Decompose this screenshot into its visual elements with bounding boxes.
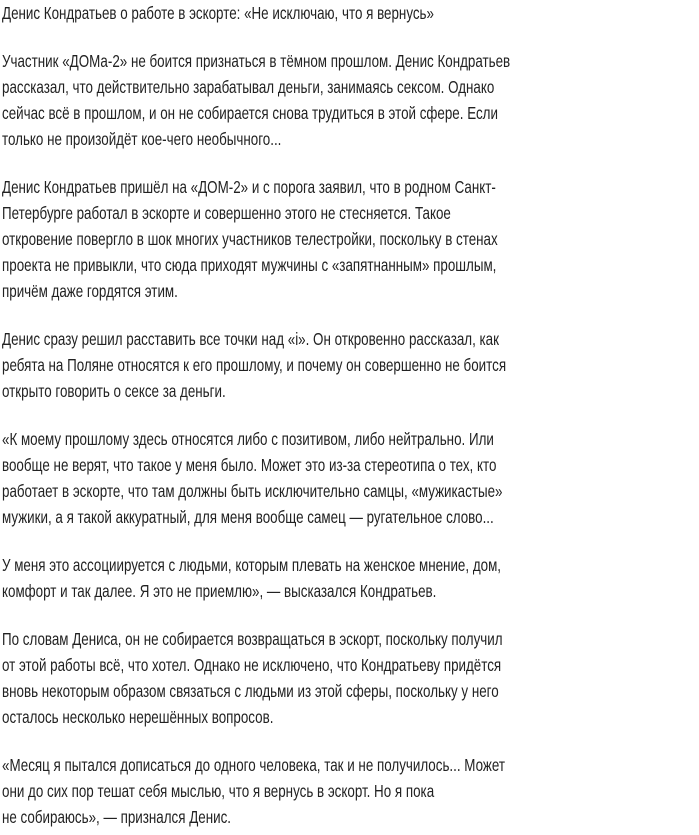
paragraph-line: У меня это ассоциируется с людьми, которым плевать на женское мнение, дом, <box>2 555 502 575</box>
paragraph-line: «К моему прошлому здесь относятся либо с позитивом, либо нейтрально. Или <box>2 429 494 449</box>
paragraph-line: Денис сразу решил расставить все точки над «i». Он откровенно рассказал, как <box>2 329 499 349</box>
paragraph-quote-1 <box>2 426 691 530</box>
paragraph-6 <box>2 626 691 730</box>
paragraph-intro <box>2 48 691 152</box>
paragraph-line: Участник «ДОМа-2» не боится признаться в тёмном прошлом. Денис Кондратьев <box>2 51 511 71</box>
paragraph-line: работает в эскорте, что там должны быть исключительно самцы, «мужикастые» <box>2 481 503 501</box>
paragraph-line: сейчас всё в прошлом, и он не собирается снова трудиться в этой сфере. Если <box>2 103 498 123</box>
paragraph-line: Денис Кондратьев пришёл на «ДОМ-2» и с порога заявил, что в родном Санкт- <box>2 177 496 197</box>
paragraph-line: открыто говорить о сексе за деньги. <box>2 381 226 401</box>
paragraph-line: от этой работы всё, что хотел. Однако не исключено, что Кондратьеву придётся <box>2 655 502 675</box>
paragraph-3 <box>2 326 691 404</box>
paragraph-line: осталось несколько нерешённых вопросов. <box>2 707 274 727</box>
paragraph-line: комфорт и так далее. Я это не приемлю», — высказался Кондратьев. <box>2 581 437 601</box>
paragraph-line: Петербурге работал в эскорте и совершенно этого не стесняется. Такое <box>2 203 451 223</box>
paragraph-line: мужики, а я такой аккуратный, для меня вообще самец — ругательное слово... <box>2 507 494 527</box>
paragraph-line: вновь некоторым образом связаться с людьми из этой сферы, поскольку у него <box>2 681 499 701</box>
article <box>2 0 691 830</box>
paragraph-line: откровение повергло в шок многих участников телестройки, поскольку в стенах <box>2 229 498 249</box>
article-title: Денис Кондратьев о работе в эскорте: «Не исключаю, что я вернусь» <box>2 3 434 23</box>
paragraph-line: ребята на Поляне относятся к его прошлому, и почему он совершенно не боится <box>2 355 507 375</box>
paragraph-line: По словам Дениса, он не собирается возвращаться в эскорт, поскольку получил <box>2 629 503 649</box>
paragraph-quote-3 <box>2 752 691 830</box>
paragraph-line: причём даже гордятся этим. <box>2 281 178 301</box>
paragraph-2 <box>2 174 691 304</box>
paragraph-line: они до сих пор тешат себя мыслью, что я вернусь в эскорт. Но я пока <box>2 781 435 801</box>
paragraph-line: проекта не привыкли, что сюда приходят мужчины с «запятнанным» прошлым, <box>2 255 497 275</box>
paragraph-line: только не произойдёт кое-чего необычного... <box>2 129 282 149</box>
paragraph-line: «Месяц я пытался дописаться до одного человека, так и не получилось... Может <box>2 755 505 775</box>
paragraph-line: рассказал, что действительно зарабатывал деньги, занимаясь сексом. Однако <box>2 77 495 97</box>
paragraph-line: вообще не верят, что такое у меня было. Может это из-за стереотипа о тех, кто <box>2 455 497 475</box>
paragraph-line: не собираюсь», — признался Денис. <box>2 807 232 827</box>
paragraph-quote-2 <box>2 552 691 604</box>
